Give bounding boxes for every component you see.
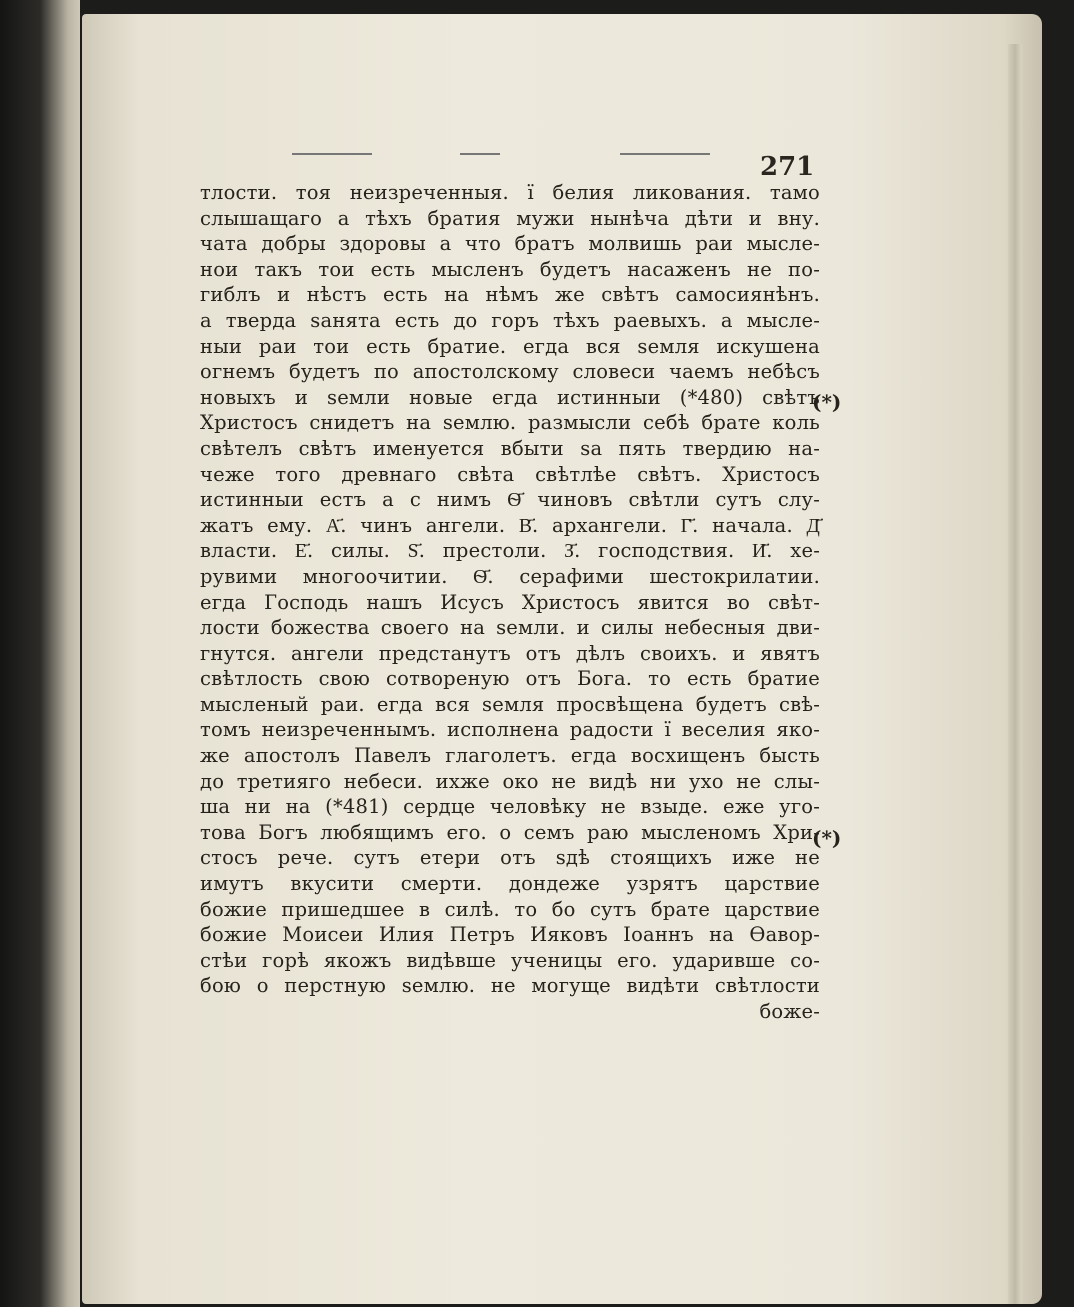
text-line: гнутся. ангели предстанутъ отъ дѣлъ своихъ. и явятъ — [200, 641, 820, 665]
text-line: же апостолъ Павелъ глаголетъ. егда восхищенъ бысть — [200, 744, 820, 768]
text-line: свѣтлость свою сотвореную отъ Бога. то есть братие — [200, 667, 820, 691]
text-line: Христосъ снидетъ на ѕемлю. размысли себѣ брате коль — [200, 411, 820, 435]
page-number: 271 — [760, 152, 815, 182]
text-line: чеже того древнаго свѣта свѣтлѣе свѣтъ. Христосъ — [200, 462, 820, 486]
catchword: боже- — [759, 1000, 820, 1023]
text-line: божие Моисеи Илия Петръ Ияковъ Іоаннъ на Ѳавор- — [200, 923, 820, 947]
text-line: имутъ вкусити смерти. дондеже узрятъ царствие — [200, 872, 820, 896]
text-line: истинныи естъ а с нимъ Ѳ҃ чиновъ свѣтли сутъ слу- — [200, 488, 820, 512]
text-line: слышащаго а тѣхъ братия мужи нынѣча дѣти и вну. — [200, 206, 820, 230]
page-stack-edge — [1008, 44, 1022, 1304]
text-line: новыхъ и ѕемли новые егда истинныи (*480) свѣтъ — [200, 385, 820, 409]
text-line: ныи раи тои есть братие. егда вся ѕемля искушена — [200, 334, 820, 358]
text-line: нои такъ тои есть мысленъ будетъ насаженъ не по- — [200, 257, 820, 281]
body-text — [200, 180, 820, 1025]
margin-note-asterisk: (*) — [812, 826, 842, 850]
text-line: жатъ ему. А҃. чинъ ангели. В҃. архангели. Г҃. начала. Д҃ — [200, 513, 820, 537]
text-line: до третияго небеси. ихже око не видѣ ни ухо не слы- — [200, 769, 820, 793]
header-rule-left — [292, 153, 372, 155]
text-line: томъ неизреченнымъ. исполнена радости ї веселия яко- — [200, 718, 820, 742]
margin-note-asterisk: (*) — [812, 390, 842, 414]
text-line: божие пришедшее в силѣ. то бо сутъ брате царствие — [200, 897, 820, 921]
text-line: това Богъ любящимъ его. о семъ раю мысленомъ Хри- — [200, 820, 820, 844]
text-line: а тверда ѕанята есть до горъ тѣхъ раевыхъ. а мысле- — [200, 308, 820, 332]
text-line: ша ни на (*481) сердце человѣку не взыде. еже уго- — [200, 795, 820, 819]
text-line: стосъ рече. сутъ етери отъ ѕдѣ стоящихъ иже не — [200, 846, 820, 870]
header-rule-right — [620, 153, 710, 155]
text-line: тлости. тоя неизреченныя. ї белия ликования. тамо — [200, 181, 820, 204]
header-rule-middle — [460, 153, 500, 155]
facing-page-edge — [0, 0, 80, 1307]
text-line: егда Господь нашъ Исусъ Христосъ явится во свѣт- — [200, 590, 820, 614]
text-line: мысленый раи. егда вся ѕемля просвѣщена будетъ свѣ- — [200, 692, 820, 716]
text-line: гиблъ и нѣстъ есть на нѣмъ же свѣтъ самосиянѣнъ. — [200, 283, 820, 307]
text-line: огнемъ будетъ по апостолскому словеси чаемъ небѣсъ — [200, 360, 820, 384]
text-line: бою о перстную ѕемлю. не могуще видѣти свѣтлости — [200, 974, 820, 998]
text-line: власти. Е҃. силы. Ѕ҃. престоли. З҃. господствия. И҃. хе- — [200, 539, 820, 563]
text-line: лости божества своего на ѕемли. и силы небесныя дви- — [200, 616, 820, 640]
text-line: стѣи горѣ якожъ видѣвше ученицы его. ударивше со- — [200, 948, 820, 972]
text-line: чата добры здоровы а что братъ молвишь раи мысле- — [200, 232, 820, 256]
text-line: рувими многоочитии. Ѳ҃. серафими шестокрилатии. — [200, 564, 820, 588]
text-line: свѣтелъ свѣтъ именуется вбыти ѕа пять твердию на- — [200, 436, 820, 460]
